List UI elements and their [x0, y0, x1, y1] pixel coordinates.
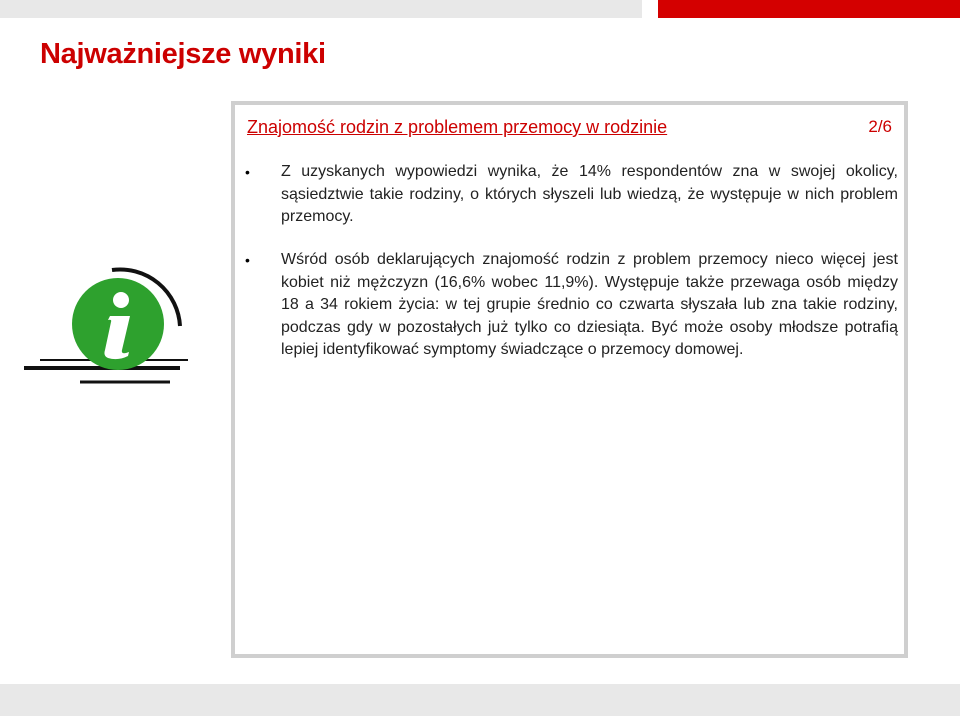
info-panel	[231, 101, 908, 658]
slide-title: Najważniejsze wyniki	[40, 38, 326, 70]
top-red-bar	[658, 0, 960, 18]
top-gray-bar	[0, 0, 642, 18]
bullet-icon: •	[245, 164, 250, 180]
list-item	[245, 249, 898, 362]
bullet-icon: •	[245, 252, 250, 268]
list-item	[245, 161, 898, 229]
info-icon	[20, 264, 195, 394]
bullet-text: Z uzyskanych wypowiedzi wynika, że 14% respondentów zna w swojej okolicy, sąsiedztwie takie rodziny, o których słyszeli lub wiedzą, że występuje w nich problem przemocy.	[281, 163, 898, 225]
bottom-gray-bar	[0, 684, 960, 716]
bullet-text: Wśród osób deklarujących znajomość rodzin z problem przemocy nieco więcej jest kobiet niż mężczyzn (16,6% wobec 11,9%). Występuje także przewaga osób między 18 a 34 rokiem życia: w tej grupie średnio co czwarta słyszała lub zna takie rodziny, podczas gdy w pozostałych już tylko co dziesiąta. Być może osoby młodsze potrafią lepiej identyfikować symptomy świadczące o przemocy domowej.	[281, 251, 898, 358]
page-indicator: 2/6	[868, 117, 892, 136]
panel-heading-link[interactable]: Znajomość rodzin z problemem przemocy w rodzinie	[247, 117, 668, 137]
